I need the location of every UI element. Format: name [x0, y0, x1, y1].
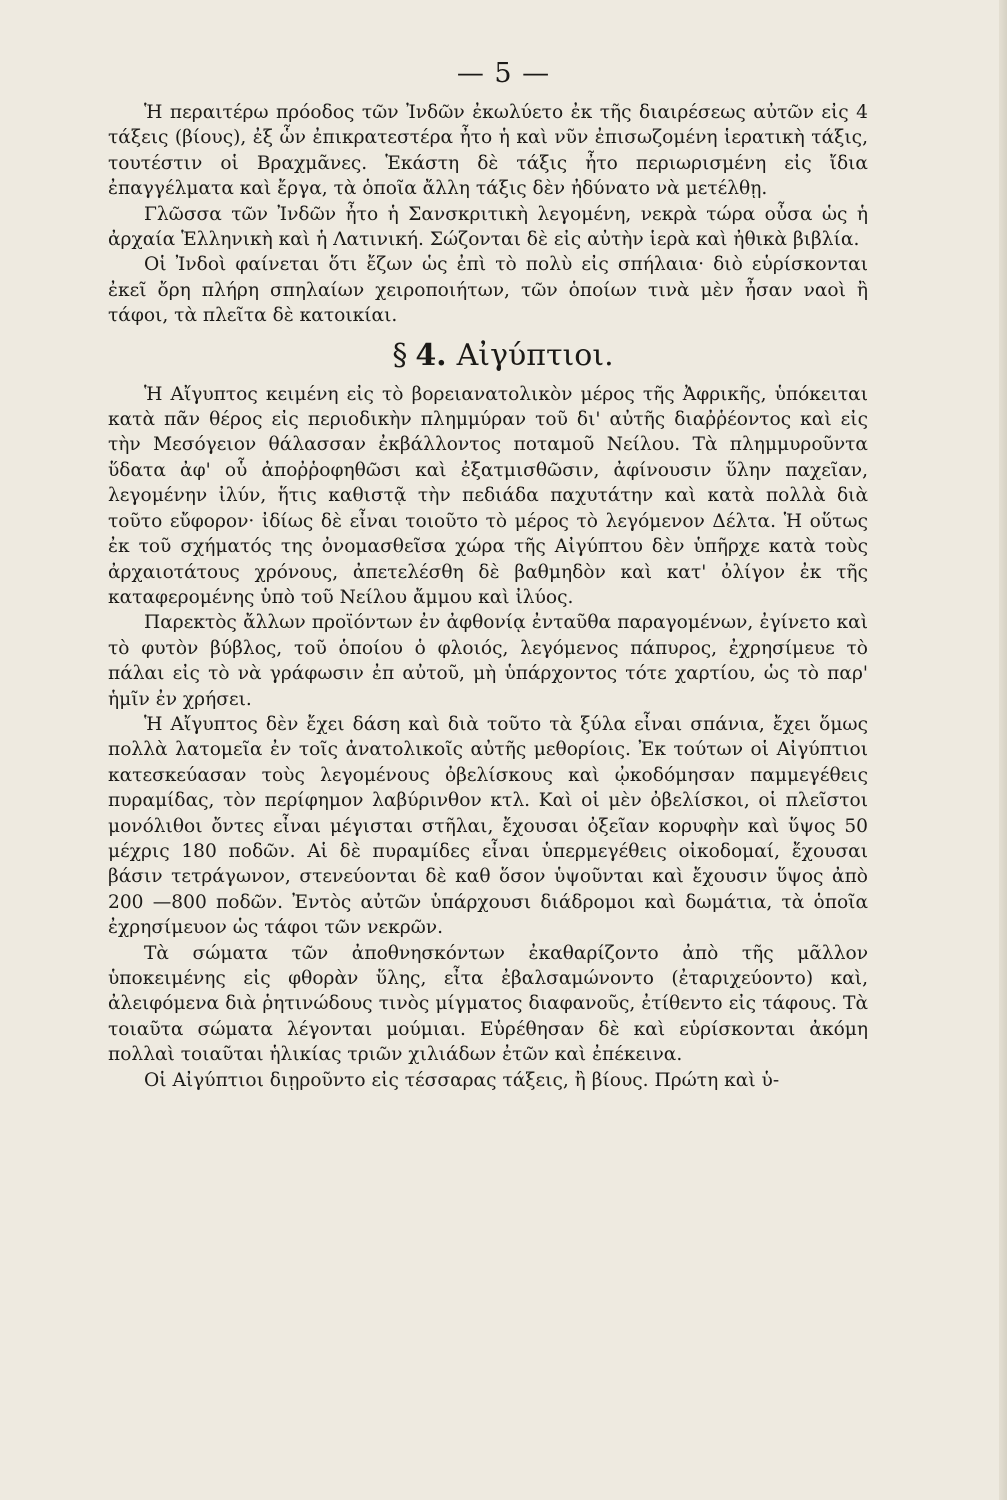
paragraph-obelisks-pyramids: Ἡ Αἴγυπτος δὲν ἔχει δάση καὶ διὰ τοῦτο τὰ ξύλα εἶναι σπάνια, ἔχει ὅμως πολλὰ λατομεῖα ἐν τοῖς ἀνατολικοῖς αὐτῆς μεθορίοις. Ἐκ τούτων οἱ Αἰγύπτιοι κατεσκεύασαν τοὺς λεγομένους ὀβελίσκους καὶ ᾠκοδόμησαν παμμεγέθεις πυραμίδας, τὸν περίφημον λαβύρινθον κτλ. Καὶ οἱ μὲν ὀβελίσκοι, οἱ πλεῖστοι μονόλιθοι ὄντες εἶναι μέγισται στῆλαι, ἔχουσαι ὀξεῖαν κορυφὴν καὶ ὕψος 50 μέχρις 180 ποδῶν. Αἱ δὲ πυραμίδες εἶναι ὑπερμεγέθεις οἰκοδομαί, ἔχουσαι βάσιν τετράγωνον, στενεύονται δὲ καθ ὅσον ὑψοῦνται καὶ ἔχουσιν ὕψος ἀπὸ 200 —800 ποδῶν. Ἐντὸς αὐτῶν ὑπάρχουσι διάδρομοι καὶ δωμάτια, τὰ ὁποῖα ἐχρησίμευον ὡς τάφοι τῶν νεκρῶν. [108, 713, 868, 939]
paragraph-egypt-nile: Ἡ Αἴγυπτος κειμένη εἰς τὸ βορειανατολικὸν μέρος τῆς Ἀφρικῆς, ὑπόκειται κατὰ πᾶν θέρος εἰς περιοδικὴν πλημμύραν τοῦ δι' αὐτῆς διαῤῥέοντος καὶ εἰς τὴν Μεσόγειον θάλασσαν ἐκβάλλοντος ποταμοῦ Νείλου. Τὰ πλημμυροῦντα ὕδατα ἀφ' οὗ ἀποῤῥοφηθῶσι καὶ ἐξατμισθῶσιν, ἀφίνουσιν ὕλην παχεῖαν, λεγομένην ἰλύν, ἥτις καθιστᾷ τὴν πεδιάδα παχυτάτην καὶ κατὰ πολλὰ διὰ τοῦτο εὔφορον· ἰδίως δὲ εἶναι τοιοῦτο τὸ μέρος τὸ λεγόμενον Δέλτα. Ἡ οὕτως ἐκ τοῦ σχήματός της ὀνομασθεῖσα χώρα τῆς Αἰγύπτου δὲν ὑπῆρχε κατὰ τοὺς ἀρχαιοτάτους χρόνους, ἀπετελέσθη δὲ βαθμηδὸν καὶ κατ' ὀλίγον ἐκ τῆς καταφερομένης ὑπὸ τοῦ Νείλου ἄμμου καὶ ἰλύος. [108, 383, 868, 608]
page-number: — 5 — [456, 58, 551, 89]
section-number: 4. [415, 337, 447, 373]
section-heading [108, 339, 868, 373]
section-symbol: § [392, 337, 408, 373]
section-title: Αἰγύπτιοι. [456, 337, 614, 373]
paragraph-mummies: Τὰ σώματα τῶν ἀποθνησκόντων ἐκαθαρίζοντο ἀπὸ τῆς μᾶλλον ὑποκειμένης εἰς φθορὰν ὕλης, εἶτα ἐβαλσαμώνοντο (ἐταριχεύοντο) καὶ, ἀλειφόμενα διὰ ῥητινώδους τινὸς μίγματος διαφανοῦς, ἐτίθεντο εἰς τάφους. Τὰ τοιαῦτα σώματα λέγονται μούμιαι. Εὑρέθησαν δὲ καὶ εὑρίσκονται ἀκόμη πολλαὶ τοιαῦται ἡλικίας τριῶν χιλιάδων ἐτῶν καὶ ἐπέκεινα. [108, 942, 868, 1066]
paragraph-papyrus: Παρεκτὸς ἄλλων προϊόντων ἐν ἀφθονίᾳ ἐνταῦθα παραγομένων, ἐγίνετο καὶ τὸ φυτὸν βύβλος, τοῦ ὁποίου ὁ φλοιός, λεγόμενος πάπυρος, ἐχρησίμευε τὸ πάλαι εἰς τὸ νὰ γράφωσιν ἐπ αὐτοῦ, μὴ ὑπάρχοντος τότε χαρτίου, ὡς τὸ παρ' ἡμῖν ἐν χρήσει. [108, 612, 868, 710]
paragraph-indian-caves: Οἱ Ἰνδοὶ φαίνεται ὅτι ἔζων ὡς ἐπὶ τὸ πολὺ εἰς σπήλαια· διὸ εὑρίσκονται ἐκεῖ ὄρη πλήρη σπηλαίων χειροποιήτων, τῶν ὁποίων τινὰ μὲν ἦσαν ναοὶ ἢ τάφοι, τὰ πλεῖτα δὲ κατοικίαι. [108, 254, 868, 327]
paragraph-sanskrit-language: Γλῶσσα τῶν Ἰνδῶν ἦτο ἡ Σανσκριτικὴ λεγομένη, νεκρὰ τώρα οὖσα ὡς ἡ ἀρχαία Ἑλληνικὴ καὶ ἡ Λατινική. Σώζονται δὲ εἰς αὐτὴν ἱερὰ καὶ ἠθικὰ βιβλία. [108, 203, 868, 251]
page-edge-shadow [999, 0, 1007, 1500]
paragraph-egyptian-classes: Οἱ Αἰγύπτιοι διῃροῦντο εἰς τέσσαρας τάξεις, ἢ βίους. Πρώτη καὶ ὑ- [144, 1069, 780, 1091]
body-text [108, 100, 868, 1093]
paragraph-indian-castes: Ἡ περαιτέρω πρόοδος τῶν Ἰνδῶν ἐκωλύετο ἐκ τῆς διαιρέσεως αὐτῶν εἰς 4 τάξεις (βίους), ἐξ ὧν ἐπικρατεστέρα ἦτο ἡ καὶ νῦν ἐπισωζομένη ἱερατικὴ τάξις, τουτέστιν οἱ Βραχμᾶνες. Ἑκάστη δὲ τάξις ἦτο περιωρισμένη εἰς ἴδια ἐπαγγέλματα καὶ ἔργα, τὰ ὁποῖα ἄλλη τάξις δὲν ἠδύνατο νὰ μετέλθῃ. [108, 102, 868, 200]
